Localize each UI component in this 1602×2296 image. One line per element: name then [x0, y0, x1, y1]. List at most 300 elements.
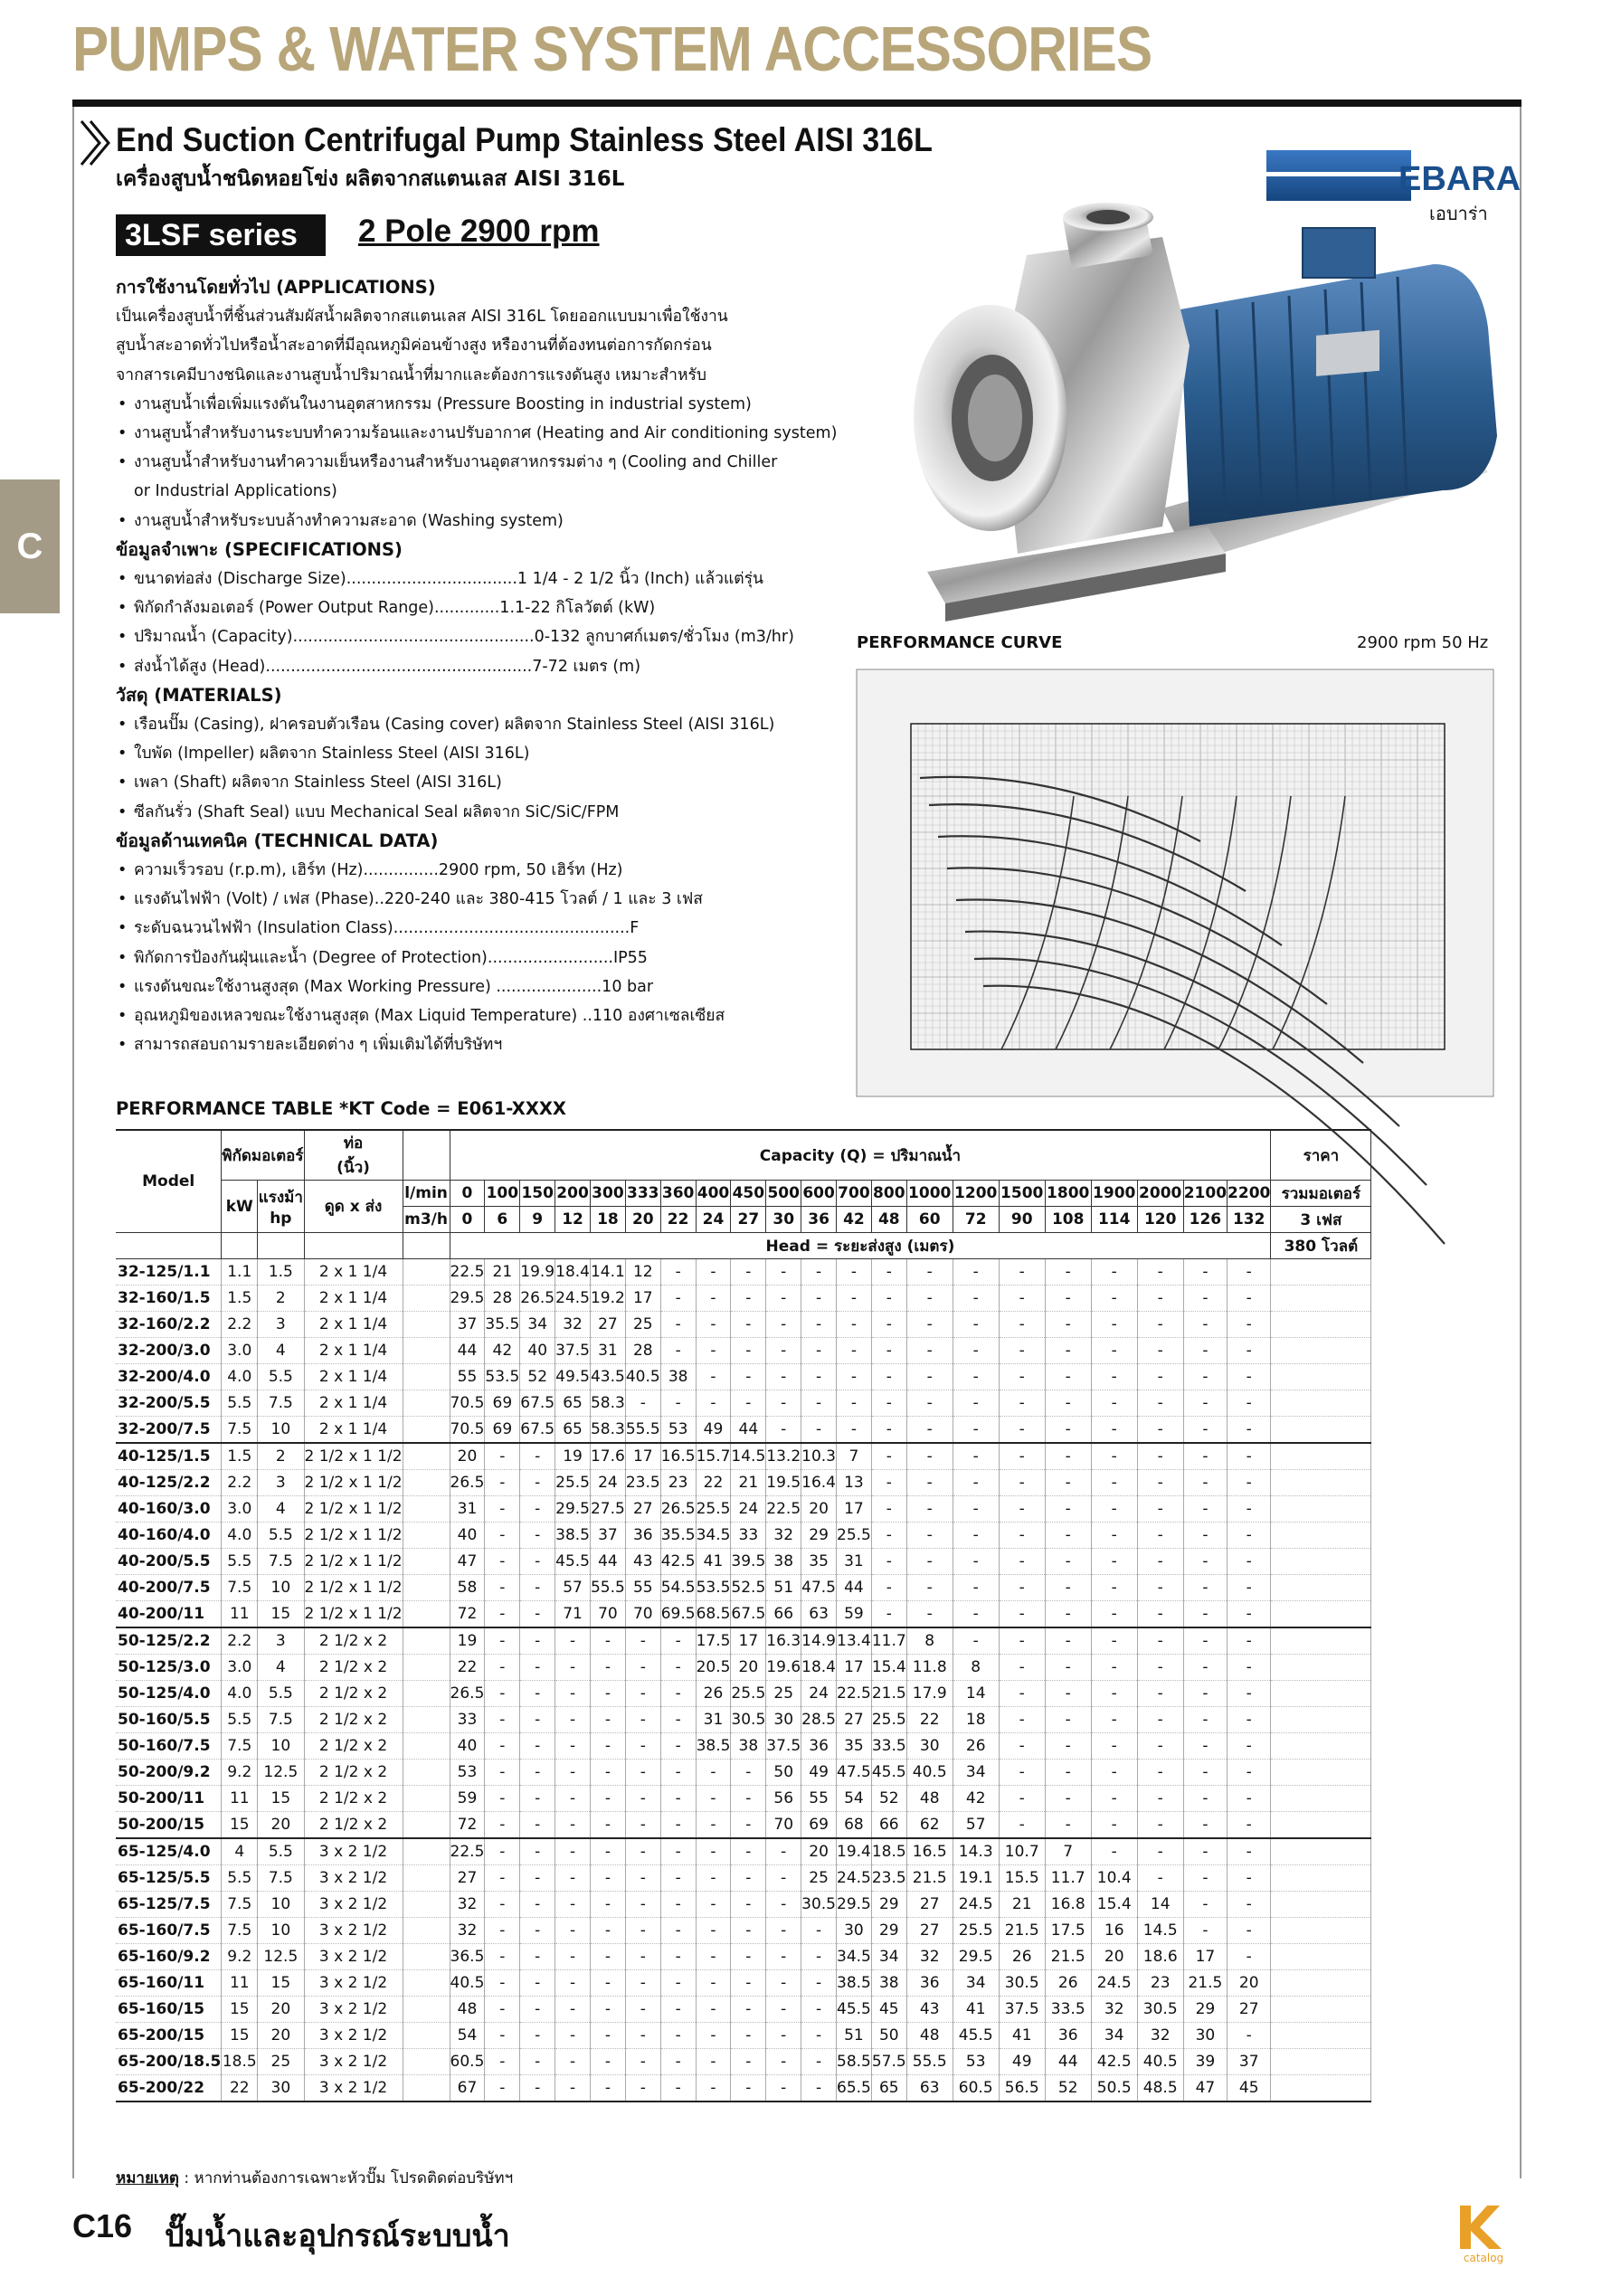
head-cell: -: [1045, 1390, 1091, 1417]
spec-item: • ส่งน้ำได้สูง (Head).....................................................7-72 เมตร (m): [116, 652, 894, 681]
head-cell: 41: [999, 2023, 1045, 2049]
hp-cell: 15: [258, 1601, 304, 1628]
head-cell: -: [1228, 1892, 1271, 1918]
head-cell: -: [1183, 1760, 1227, 1786]
pipe-cell: 2 1/2 x 1 1/2: [304, 1470, 403, 1496]
product-title-thai: เครื่องสูบน้ำชนิดหอยโข่ง ผลิตจากสแตนเลส AISI 316L: [116, 167, 625, 191]
head-cell: -: [555, 1918, 591, 1944]
capacity-m3h: 30: [766, 1207, 801, 1233]
head-cell: 32: [1091, 1997, 1137, 2023]
head-cell: -: [906, 1549, 953, 1575]
head-cell: -: [1228, 1865, 1271, 1892]
head-cell: 63: [906, 2075, 953, 2102]
blank-cell: [403, 1707, 450, 1733]
hp-cell: 4: [258, 1655, 304, 1681]
head-cell: 24.5: [953, 1892, 999, 1918]
head-cell: -: [1091, 1523, 1137, 1549]
head-cell: -: [660, 2023, 696, 2049]
applications-item: • งานสูบน้ำสำหรับระบบล้างทำความสะอาด (Washing system): [116, 507, 894, 536]
model-cell: 32-125/1.1: [116, 1259, 222, 1286]
head-cell: 26: [696, 1681, 731, 1707]
head-cell: -: [1183, 1681, 1227, 1707]
head-cell: -: [1228, 1523, 1271, 1549]
col-model: Model: [116, 1130, 222, 1233]
head-cell: -: [1091, 1417, 1137, 1444]
head-cell: 30: [906, 1733, 953, 1760]
head-cell: -: [590, 1892, 625, 1918]
head-cell: 25: [801, 1865, 837, 1892]
table-row: [116, 1760, 1371, 1786]
page-code: C16: [72, 2207, 133, 2244]
capacity-lmin: 360: [660, 1181, 696, 1207]
applications-intro-3: จากสารเคมีบางชนิดและงานสูบน้ำปริมาณน้ำที่มากและต้องการแรงดันสูง เหมาะสำหรับ: [116, 365, 707, 384]
table-row: [116, 1390, 1371, 1417]
model-cell: 65-200/18.5: [116, 2049, 222, 2075]
head-cell: -: [696, 1338, 731, 1364]
head-cell: -: [485, 1838, 520, 1865]
head-cell: -: [520, 2075, 555, 2102]
price-cell: [1271, 1443, 1371, 1470]
specifications-heading: ข้อมูลจำเพาะ (SPECIFICATIONS): [116, 538, 403, 560]
model-cell: 65-125/5.5: [116, 1865, 222, 1892]
head-cell: -: [485, 1997, 520, 2023]
blank-cell: [222, 1233, 258, 1259]
price-cell: [1271, 2075, 1371, 2102]
price-cell: [1271, 1918, 1371, 1944]
table-row: [116, 1470, 1371, 1496]
head-cell: -: [520, 1733, 555, 1760]
head-cell: -: [1045, 1575, 1091, 1601]
head-cell: -: [1228, 1812, 1271, 1839]
head-cell: 23.5: [871, 1865, 906, 1892]
kw-cell: 7.5: [222, 1417, 258, 1444]
head-cell: -: [1228, 1364, 1271, 1390]
blank-cell: [403, 1997, 450, 2023]
head-cell: 62: [906, 1812, 953, 1839]
head-cell: 43: [625, 1549, 660, 1575]
head-cell: -: [906, 1523, 953, 1549]
curve-title: PERFORMANCE CURVE: [857, 633, 1063, 652]
head-cell: 55: [801, 1786, 837, 1812]
head-cell: 17: [731, 1627, 766, 1655]
head-cell: 21.5: [999, 1918, 1045, 1944]
performance-table-title: PERFORMANCE TABLE *KT Code = E061-XXXX: [116, 1098, 566, 1119]
head-cell: -: [801, 1970, 837, 1997]
head-cell: -: [1228, 2023, 1271, 2049]
capacity-lmin: 333: [625, 1181, 660, 1207]
head-cell: 27: [1228, 1997, 1271, 2023]
head-cell: -: [590, 1838, 625, 1865]
pipe-cell: 3 x 2 1/2: [304, 1918, 403, 1944]
head-cell: -: [1228, 1443, 1271, 1470]
pipe-cell: 2 1/2 x 2: [304, 1733, 403, 1760]
head-cell: -: [1228, 1259, 1271, 1286]
head-cell: -: [837, 1259, 872, 1286]
head-cell: -: [766, 1390, 801, 1417]
head-cell: -: [590, 2075, 625, 2102]
table-row: [116, 1786, 1371, 1812]
capacity-lmin: 100: [485, 1181, 520, 1207]
capacity-lmin: 200: [555, 1181, 591, 1207]
col-hp-unit: hp: [270, 1210, 292, 1228]
head-cell: 67: [450, 2075, 485, 2102]
head-cell: -: [590, 2023, 625, 2049]
head-cell: 8: [906, 1627, 953, 1655]
head-cell: -: [1183, 1364, 1227, 1390]
applications-intro-1: เป็นเครื่องสูบน้ำที่ชิ้นส่วนสัมผัสน้ำผลิตจากสแตนเลส AISI 316L โดยออกแบบมาเพื่อใช้งาน: [116, 308, 728, 327]
head-cell: -: [590, 1655, 625, 1681]
head-cell: 51: [837, 2023, 872, 2049]
head-cell: -: [660, 1655, 696, 1681]
head-cell: -: [1137, 1707, 1183, 1733]
head-cell: 22.5: [450, 1838, 485, 1865]
head-cell: 32: [1137, 2023, 1183, 2049]
capacity-lmin: 1200: [953, 1181, 999, 1207]
head-cell: -: [766, 1918, 801, 1944]
blank-cell: [403, 1655, 450, 1681]
head-cell: -: [696, 2075, 731, 2102]
pipe-cell: 3 x 2 1/2: [304, 1970, 403, 1997]
head-cell: -: [555, 1655, 591, 1681]
head-cell: -: [953, 1338, 999, 1364]
kw-cell: 15: [222, 1812, 258, 1839]
head-cell: -: [1228, 1338, 1271, 1364]
head-cell: 30.5: [999, 1970, 1045, 1997]
head-cell: 21.5: [1183, 1970, 1227, 1997]
head-cell: -: [1091, 1338, 1137, 1364]
blank-cell: [403, 1523, 450, 1549]
head-cell: -: [999, 1312, 1045, 1338]
brand-thai: เอบาร่า: [1429, 203, 1488, 224]
kw-cell: 11: [222, 1786, 258, 1812]
table-note: [116, 2166, 513, 2190]
head-cell: -: [555, 1733, 591, 1760]
head-cell: -: [1137, 1838, 1183, 1865]
head-cell: -: [485, 1655, 520, 1681]
kw-cell: 5.5: [222, 1707, 258, 1733]
head-cell: -: [555, 1892, 591, 1918]
head-cell: -: [485, 1470, 520, 1496]
chevron-right-icon: [76, 118, 112, 172]
table-row: [116, 1364, 1371, 1390]
hp-cell: 3: [258, 1312, 304, 1338]
head-cell: -: [660, 2075, 696, 2102]
head-cell: -: [1183, 1918, 1227, 1944]
head-cell: -: [1045, 1364, 1091, 1390]
head-cell: -: [555, 1627, 591, 1655]
head-cell: 24.5: [837, 1865, 872, 1892]
head-cell: -: [1091, 1443, 1137, 1470]
capacity-m3h: 6: [485, 1207, 520, 1233]
head-cell: -: [1183, 1390, 1227, 1417]
head-cell: 24.5: [1091, 1970, 1137, 1997]
performance-curve: [857, 669, 1493, 1096]
head-cell: 55.5: [906, 2049, 953, 2075]
kw-cell: 5.5: [222, 1865, 258, 1892]
head-cell: 14.5: [731, 1443, 766, 1470]
head-cell: 34.5: [837, 1944, 872, 1970]
head-cell: -: [871, 1496, 906, 1523]
model-cell: 40-125/2.2: [116, 1470, 222, 1496]
head-cell: 25.5: [555, 1470, 591, 1496]
head-cell: 60.5: [953, 2075, 999, 2102]
head-cell: -: [1091, 1286, 1137, 1312]
capacity-lmin: 1900: [1091, 1181, 1137, 1207]
price-cell: [1271, 1812, 1371, 1839]
head-cell: 29: [871, 1918, 906, 1944]
head-cell: -: [871, 1364, 906, 1390]
head-cell: 27: [625, 1496, 660, 1523]
head-cell: -: [660, 1733, 696, 1760]
price-cell: [1271, 2023, 1371, 2049]
blank-cell: [403, 1601, 450, 1628]
head-cell: -: [1137, 1523, 1183, 1549]
pipe-cell: 2 1/2 x 1 1/2: [304, 1496, 403, 1523]
pipe-cell: 2 1/2 x 2: [304, 1760, 403, 1786]
head-cell: -: [1091, 1496, 1137, 1523]
head-cell: -: [953, 1443, 999, 1470]
head-cell: -: [766, 2049, 801, 2075]
head-cell: -: [731, 1865, 766, 1892]
head-cell: -: [625, 1786, 660, 1812]
head-cell: -: [485, 1892, 520, 1918]
pipe-cell: 3 x 2 1/2: [304, 2049, 403, 2075]
table-row: [116, 2023, 1371, 2049]
head-cell: 69.5: [660, 1601, 696, 1628]
model-cell: 65-160/15: [116, 1997, 222, 2023]
head-cell: -: [766, 1970, 801, 1997]
head-cell: -: [520, 1892, 555, 1918]
head-cell: -: [801, 1312, 837, 1338]
head-cell: -: [1183, 1312, 1227, 1338]
blank-cell: [403, 1918, 450, 1944]
pipe-cell: 3 x 2 1/2: [304, 1944, 403, 1970]
head-cell: 20: [1091, 1944, 1137, 1970]
head-cell: 55: [450, 1364, 485, 1390]
head-cell: 40.5: [450, 1970, 485, 1997]
blank-cell: [403, 1443, 450, 1470]
capacity-m3h: 60: [906, 1207, 953, 1233]
kw-cell: 4: [222, 1838, 258, 1865]
blank-cell: [258, 1233, 304, 1259]
head-cell: -: [731, 1286, 766, 1312]
head-cell: -: [625, 1838, 660, 1865]
material-item: • ใบพัด (Impeller) ผลิตจาก Stainless Steel (AISI 316L): [116, 739, 894, 768]
head-cell: -: [906, 1575, 953, 1601]
head-cell: 37: [450, 1312, 485, 1338]
head-cell: -: [837, 1338, 872, 1364]
hp-cell: 30: [258, 2075, 304, 2102]
head-cell: -: [801, 2023, 837, 2049]
head-cell: 19.5: [766, 1470, 801, 1496]
head-cell: 72: [450, 1812, 485, 1839]
head-cell: 33.5: [1045, 1997, 1091, 2023]
pipe-cell: 3 x 2 1/2: [304, 1865, 403, 1892]
head-cell: 54: [450, 2023, 485, 2049]
blank-cell: [403, 1892, 450, 1918]
head-cell: -: [1045, 1812, 1091, 1839]
head-cell: -: [999, 1286, 1045, 1312]
head-cell: 47: [1183, 2075, 1227, 2102]
head-cell: -: [1045, 1760, 1091, 1786]
head-cell: -: [485, 1523, 520, 1549]
col-suction-discharge: ดูด x ส่ง: [304, 1181, 403, 1233]
capacity-m3h: 48: [871, 1207, 906, 1233]
blank-cell: [116, 1233, 222, 1259]
capacity-lmin: 700: [837, 1181, 872, 1207]
head-cell: -: [520, 1865, 555, 1892]
head-cell: 26.5: [450, 1470, 485, 1496]
head-cell: -: [801, 2075, 837, 2102]
head-cell: 51: [766, 1575, 801, 1601]
model-cell: 40-160/4.0: [116, 1523, 222, 1549]
head-cell: 37.5: [766, 1733, 801, 1760]
head-cell: -: [1091, 1786, 1137, 1812]
head-cell: 26: [1045, 1970, 1091, 1997]
head-cell: -: [1228, 1286, 1271, 1312]
head-cell: 49.5: [555, 1364, 591, 1390]
price-cell: [1271, 1523, 1371, 1549]
head-cell: 52: [520, 1364, 555, 1390]
price-cell: [1271, 1892, 1371, 1918]
head-cell: 22.5: [837, 1681, 872, 1707]
head-cell: -: [906, 1443, 953, 1470]
head-cell: -: [696, 1918, 731, 1944]
pipe-cell: 2 x 1 1/4: [304, 1364, 403, 1390]
series-label: 3LSF series: [116, 214, 326, 256]
hp-cell: 20: [258, 1997, 304, 2023]
col-pipe-label: ท่อ: [343, 1134, 364, 1153]
head-cell: -: [731, 1786, 766, 1812]
head-cell: -: [801, 1259, 837, 1286]
hp-cell: 5.5: [258, 1523, 304, 1549]
head-cell: 59: [837, 1601, 872, 1628]
blank-cell: [403, 2075, 450, 2102]
head-cell: 12: [625, 1259, 660, 1286]
head-cell: 19.2: [590, 1286, 625, 1312]
table-row: [116, 1707, 1371, 1733]
head-cell: -: [1045, 1601, 1091, 1628]
head-cell: -: [999, 1733, 1045, 1760]
table-row: [116, 1733, 1371, 1760]
head-cell: -: [696, 1892, 731, 1918]
capacity-m3h: 108: [1045, 1207, 1091, 1233]
head-cell: -: [953, 1601, 999, 1628]
head-cell: 21: [731, 1470, 766, 1496]
kw-cell: 7.5: [222, 1733, 258, 1760]
capacity-m3h: 9: [520, 1207, 555, 1233]
head-cell: 15.4: [871, 1655, 906, 1681]
hp-cell: 5.5: [258, 1838, 304, 1865]
pipe-cell: 2 1/2 x 2: [304, 1681, 403, 1707]
head-cell: 25.5: [731, 1681, 766, 1707]
head-cell: -: [1091, 1812, 1137, 1839]
head-cell: -: [520, 1575, 555, 1601]
head-cell: -: [1045, 1655, 1091, 1681]
price-cell: [1271, 1786, 1371, 1812]
head-cell: 49: [801, 1760, 837, 1786]
head-cell: 37.5: [999, 1997, 1045, 2023]
capacity-lmin: 600: [801, 1181, 837, 1207]
hp-cell: 7.5: [258, 1549, 304, 1575]
head-cell: -: [660, 1286, 696, 1312]
capacity-m3h: 22: [660, 1207, 696, 1233]
head-cell: -: [999, 1338, 1045, 1364]
col-head: Head = ระยะส่งสูง (เมตร): [450, 1233, 1271, 1259]
head-cell: -: [1045, 1523, 1091, 1549]
capacity-m3h: 90: [999, 1207, 1045, 1233]
head-cell: 54: [837, 1786, 872, 1812]
pipe-cell: 3 x 2 1/2: [304, 1997, 403, 2023]
head-cell: -: [485, 2075, 520, 2102]
head-cell: 40: [520, 1338, 555, 1364]
head-cell: -: [696, 2023, 731, 2049]
table-row: [116, 1523, 1371, 1549]
head-cell: -: [1137, 1338, 1183, 1364]
head-cell: 38.5: [555, 1523, 591, 1549]
head-cell: 35.5: [485, 1312, 520, 1338]
blank-cell: [403, 1549, 450, 1575]
head-cell: 27: [906, 1892, 953, 1918]
head-cell: -: [837, 1417, 872, 1444]
head-cell: 20: [801, 1838, 837, 1865]
head-cell: 17: [837, 1496, 872, 1523]
head-cell: 22: [696, 1470, 731, 1496]
head-cell: -: [871, 1417, 906, 1444]
head-cell: 16.3: [766, 1627, 801, 1655]
head-cell: -: [520, 1997, 555, 2023]
hp-cell: 2: [258, 1443, 304, 1470]
head-cell: 48: [906, 1786, 953, 1812]
head-cell: 13: [837, 1470, 872, 1496]
note-label: หมายเหตุ: [116, 2169, 179, 2187]
table-row: [116, 1997, 1371, 2023]
head-cell: -: [625, 1390, 660, 1417]
head-cell: 43.5: [590, 1364, 625, 1390]
head-cell: 11.7: [871, 1627, 906, 1655]
head-cell: -: [731, 1812, 766, 1839]
technical-item: • สามารถสอบถามรายละเอียดต่าง ๆ เพิ่มเติมได้ที่บริษัทฯ: [116, 1030, 894, 1059]
head-cell: -: [1228, 1312, 1271, 1338]
blank-cell: [403, 1681, 450, 1707]
blank-cell: [403, 2049, 450, 2075]
head-cell: -: [1183, 1443, 1227, 1470]
head-cell: 14.5: [1137, 1918, 1183, 1944]
head-cell: 30: [837, 1918, 872, 1944]
head-cell: -: [555, 1865, 591, 1892]
kw-cell: 4.0: [222, 1523, 258, 1549]
head-cell: -: [1228, 1733, 1271, 1760]
capacity-m3h: 126: [1183, 1207, 1227, 1233]
head-cell: -: [801, 2049, 837, 2075]
head-cell: 52: [871, 1786, 906, 1812]
head-cell: -: [520, 1760, 555, 1786]
table-row: [116, 1838, 1371, 1865]
head-cell: -: [1137, 1259, 1183, 1286]
blank-cell: [403, 1575, 450, 1601]
head-cell: -: [953, 1364, 999, 1390]
head-cell: -: [766, 1312, 801, 1338]
table-row: [116, 1944, 1371, 1970]
performance-table: [116, 1129, 1371, 2102]
head-cell: -: [837, 1390, 872, 1417]
head-cell: -: [731, 1760, 766, 1786]
head-cell: 21.5: [871, 1681, 906, 1707]
head-cell: -: [731, 2049, 766, 2075]
kw-cell: 1.5: [222, 1286, 258, 1312]
model-cell: 50-160/7.5: [116, 1733, 222, 1760]
head-cell: 32: [450, 1892, 485, 1918]
